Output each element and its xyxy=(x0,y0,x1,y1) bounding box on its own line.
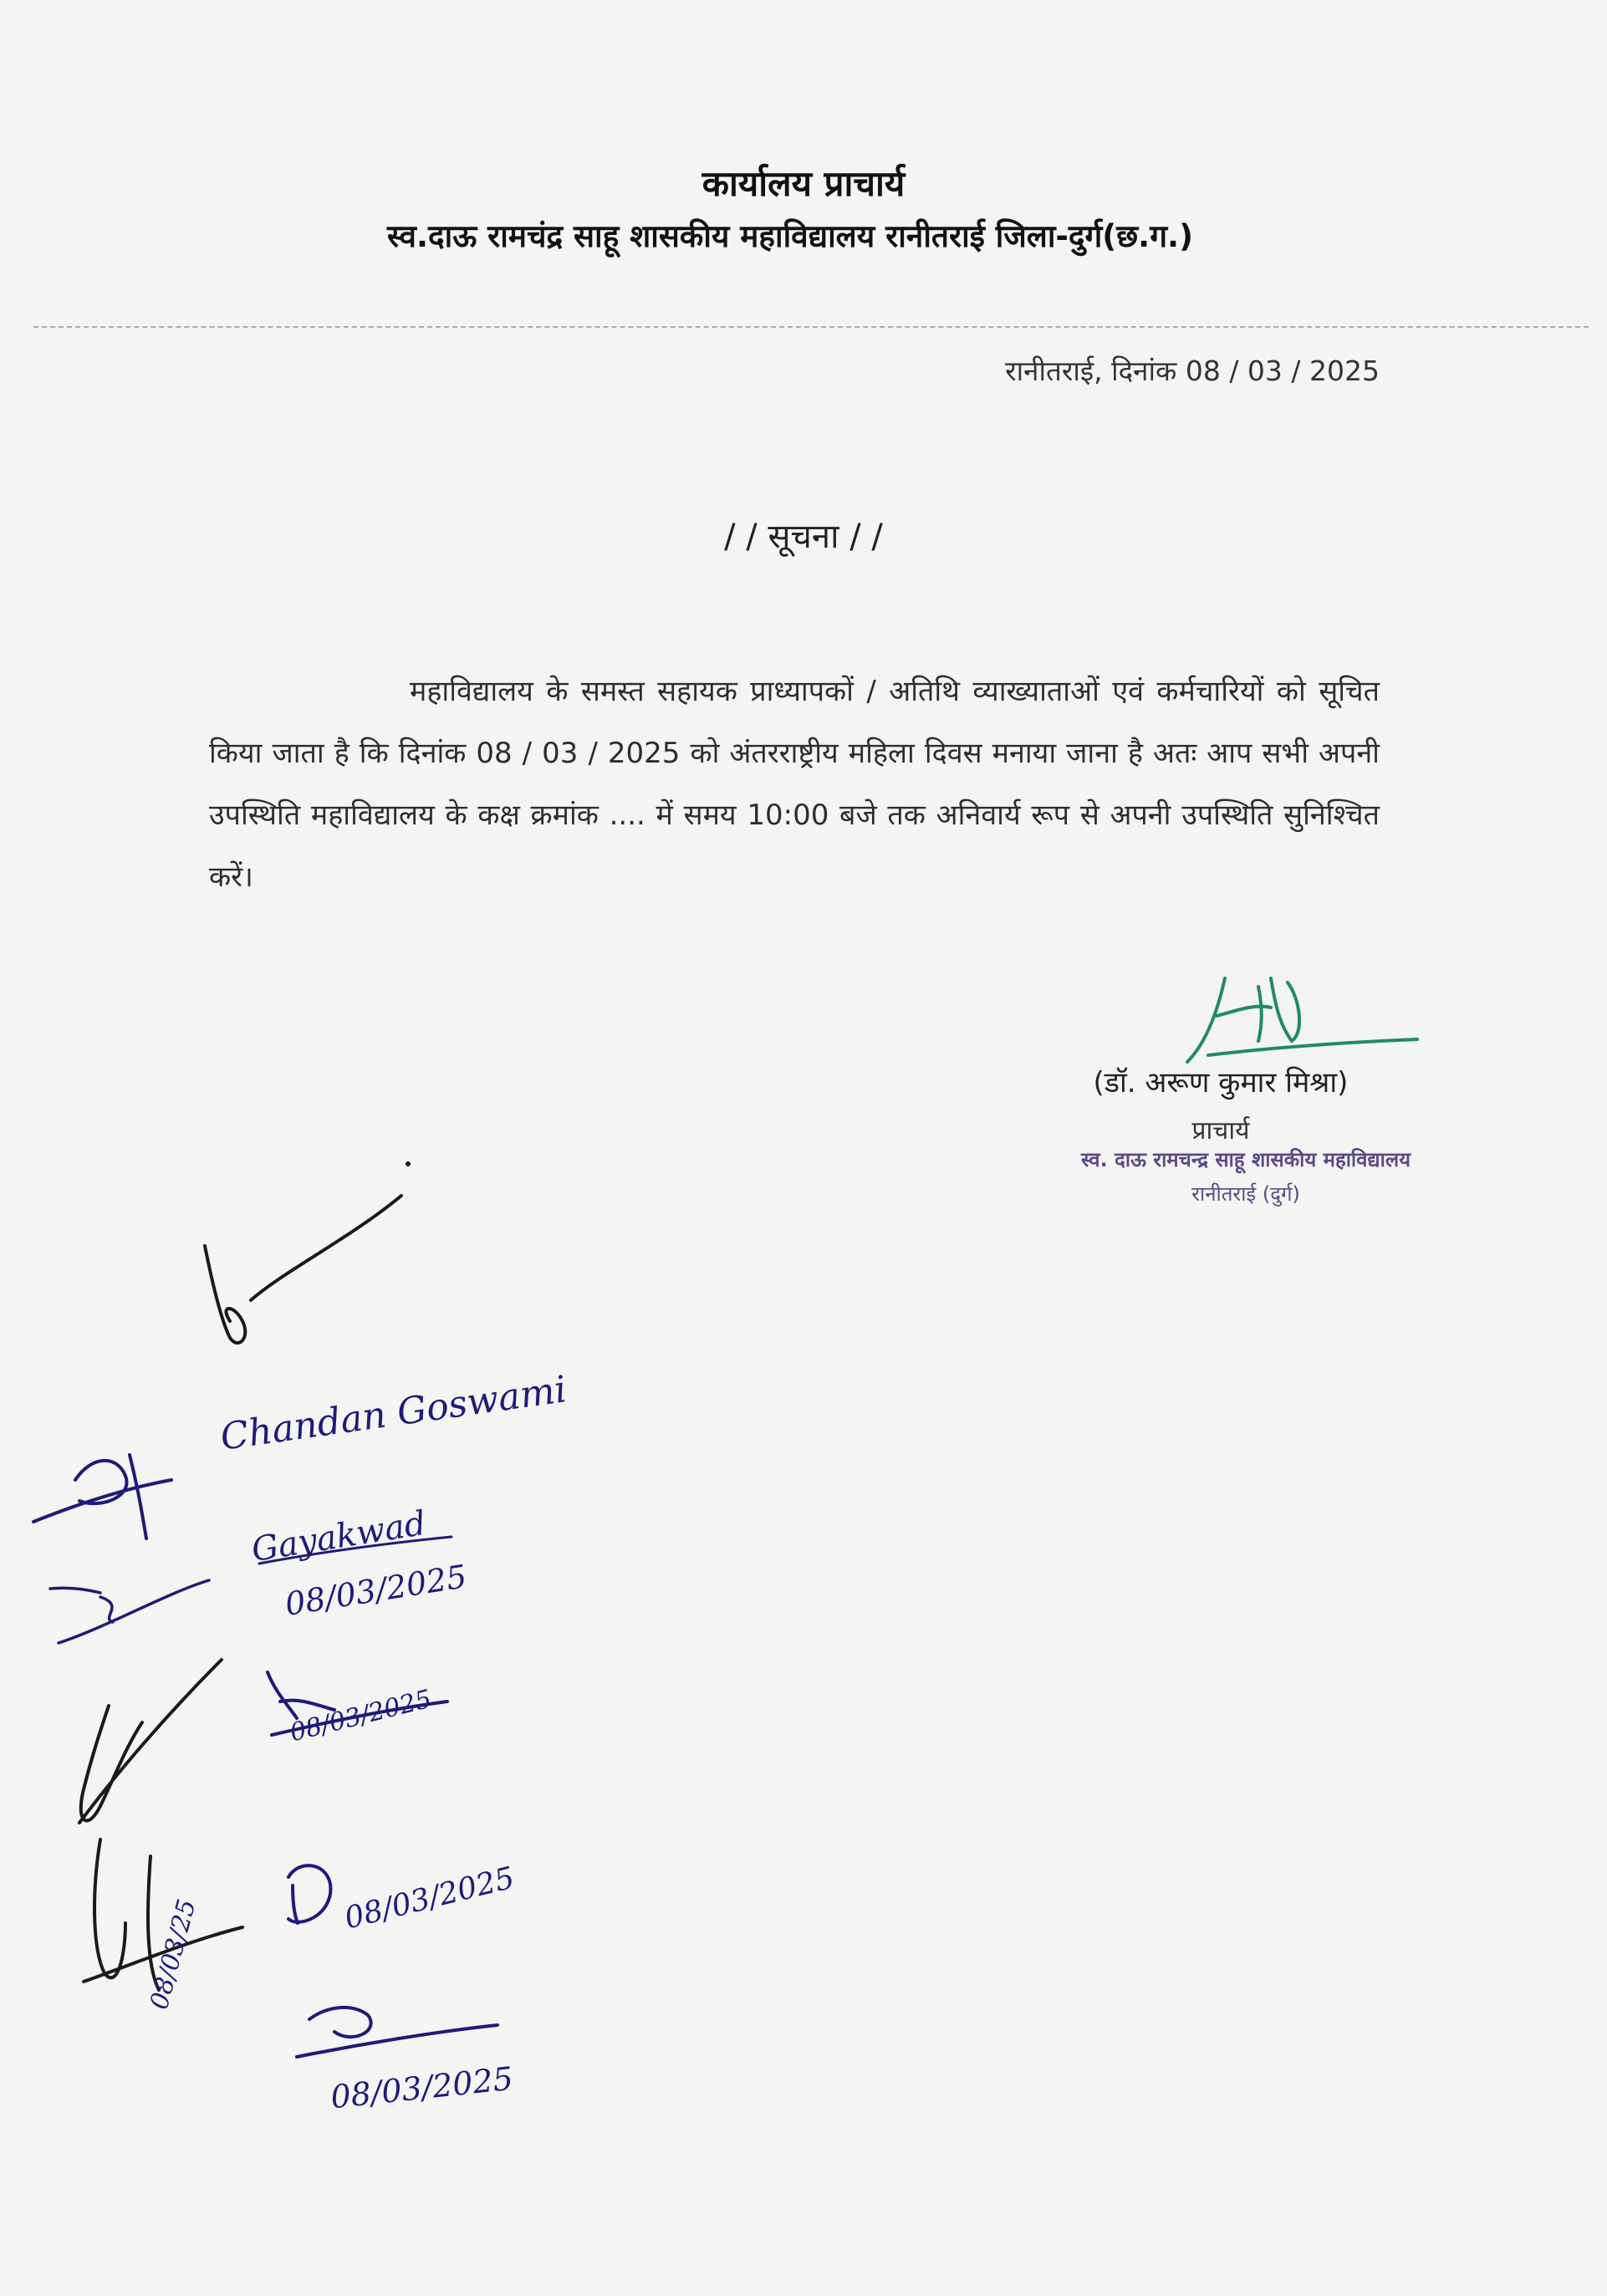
handwritten-date-3: 08/03/2025 xyxy=(341,1860,518,1936)
stamp-line-2: रानीतराई (दुर्ग) xyxy=(1191,1182,1300,1206)
office-title: कार्यालय प्राचार्य xyxy=(701,163,906,204)
handwritten-date-4: 08/03/2025 xyxy=(329,2059,515,2116)
principal-name: (डॉ. अरूण कुमार मिश्रा) xyxy=(1093,1066,1349,1100)
stamp-line-1: स्व. दाऊ रामचन्द्र साहू शासकीय महाविद्यालय xyxy=(1080,1148,1411,1171)
college-name: स्व.दाऊ रामचंद्र साहू शासकीय महाविद्यालय रानीतराई जिला-दुर्ग(छ.ग.) xyxy=(386,218,1194,254)
handwritten-date-1: 08/03/2025 xyxy=(282,1558,470,1623)
handwritten-name-2: Gayakwad xyxy=(248,1503,429,1570)
handwritten-date-6: 08/03/25 xyxy=(145,1895,202,2013)
handwritten-name-1: Chandan Goswami xyxy=(217,1368,569,1459)
notice-heading: / / सूचना / / xyxy=(724,518,883,556)
date-line: रानीतराई, दिनांक 08 / 03 / 2025 xyxy=(1005,355,1380,387)
notice-body: महाविद्यालय के समस्त सहायक प्राध्यापकों / अतिथि व्याख्याताओं एवं कर्मचारियों को सूचित किया जाता है कि दिनांक 08 / 03 / 2025 को अंतरराष्ट्रीय महिला दिवस मनाया जाना है अतः आप सभी अपनी उपस्थिति महाविद्यालय के कक्ष क्रमांक .... में समय 10:00 बजे तक अनिवार्य रूप से अपनी उपस्थिति सुनिश्चित करें। xyxy=(209,675,1380,894)
principal-title: प्राचार्य xyxy=(1191,1116,1250,1145)
handwritten-date-2: 08/03/2025 xyxy=(287,1684,435,1748)
